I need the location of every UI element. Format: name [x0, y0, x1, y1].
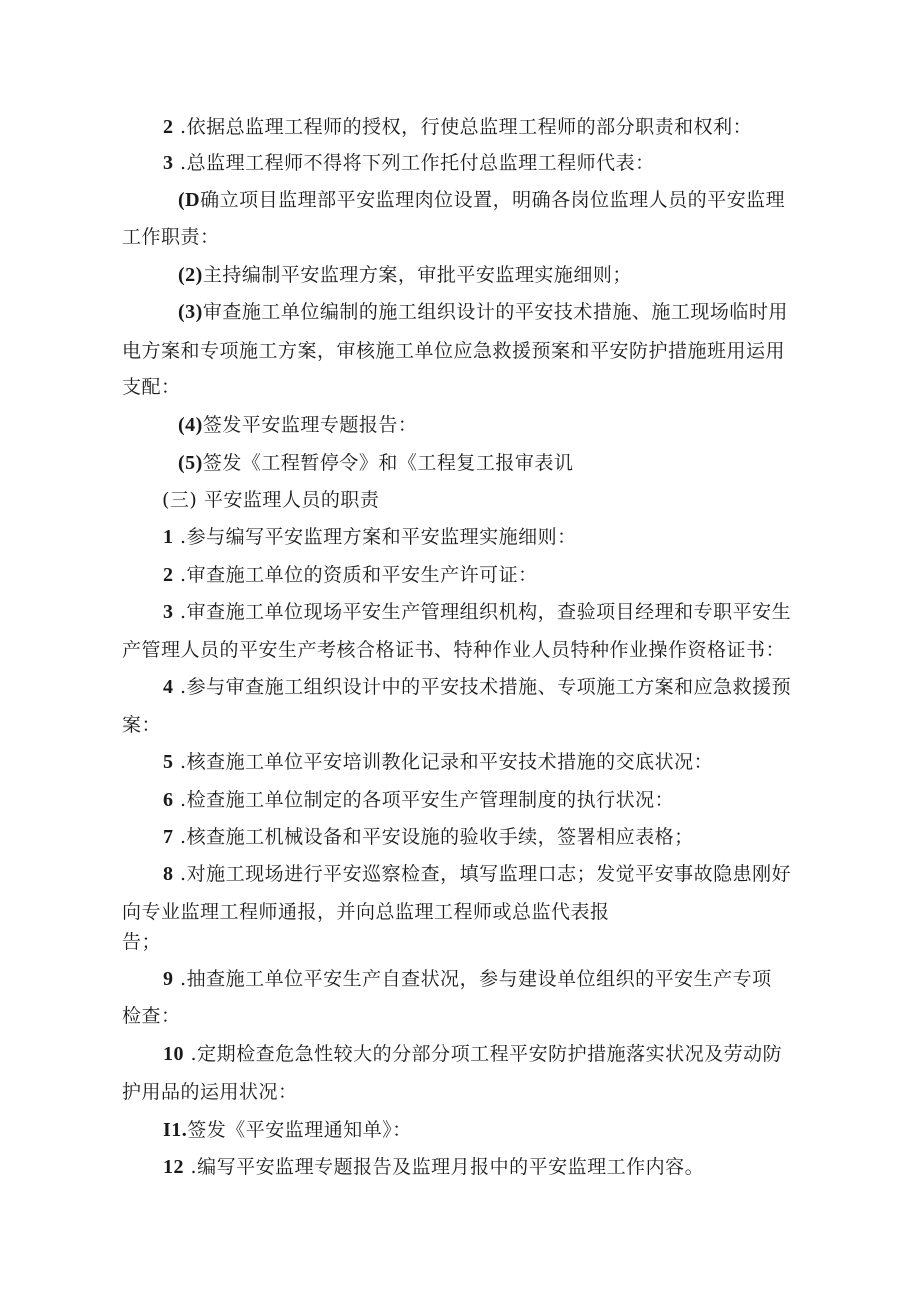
item-number: 1	[163, 526, 174, 548]
item-number: 2	[163, 116, 174, 138]
item-number: 5	[163, 751, 174, 773]
line-text: 签发《平安监理通知单》：	[187, 1119, 412, 1141]
paragraph-line	[163, 1041, 782, 1067]
item-number: 3	[163, 601, 174, 623]
line-text: .参与审查施工组织设计中的平安技术措施、专项施工方案和应急救援预	[173, 676, 792, 698]
line-text: 电方案和专项施工方案，审核施工单位应急救援预案和平安防护措施班用运用	[122, 340, 786, 362]
item-number: I1.	[163, 1119, 188, 1141]
paragraph-line	[178, 450, 573, 476]
paragraph-line	[122, 374, 181, 400]
item-number: 12	[163, 1156, 184, 1178]
paragraph-line	[122, 637, 785, 663]
paragraph-line	[122, 899, 610, 925]
item-number: 3	[163, 152, 174, 174]
line-text: .审查施工单位的资质和平安生产许可证：	[173, 564, 538, 586]
item-number: (5)	[178, 452, 203, 474]
line-text: .参与编写平安监理方案和平安监理实施细则：	[173, 526, 577, 548]
line-text: 案：	[122, 714, 162, 736]
paragraph-line	[163, 674, 791, 700]
line-text: 检查：	[122, 1005, 181, 1027]
line-text: .对施工现场进行平安巡察检查，填写监理口志；发觉平安事故隐患刚好	[173, 863, 792, 885]
paragraph-line	[163, 861, 791, 887]
line-text: 审查施工单位编制的施工组织设计的平安技术措施、施工现场临时用	[202, 301, 788, 323]
item-number: 9	[163, 968, 174, 990]
paragraph-line	[163, 787, 674, 813]
paragraph-line	[163, 150, 655, 176]
paragraph-line	[178, 262, 632, 288]
item-number: (4)	[178, 414, 203, 436]
paragraph-line	[163, 114, 752, 140]
paragraph-line	[122, 929, 161, 955]
line-text: 向专业监理工程师通报，并向总监理工程师或总监代表报	[122, 901, 610, 923]
line-text: 告；	[122, 931, 162, 953]
paragraph-line	[178, 412, 417, 438]
line-text: .核查施工机械设备和平安设施的验收手续，签署相应表格；	[173, 826, 694, 848]
paragraph-line	[163, 524, 577, 550]
paragraph-line	[163, 1117, 412, 1143]
line-text: .抽查施工单位平安生产自查状况，参与建设单位组织的平安生产专项	[173, 968, 772, 990]
item-number: (3)	[178, 301, 203, 323]
line-text: 工作职责：	[122, 226, 220, 248]
item-number: 10	[163, 1043, 184, 1065]
line-text: .检查施工单位制定的各项平安生产管理制度的执行状况：	[173, 789, 675, 811]
line-text: .依据总监理工程师的授权，行使总监理工程师的部分职责和权利：	[173, 116, 753, 138]
paragraph-line	[122, 224, 220, 250]
paragraph-line	[163, 599, 791, 625]
line-text: 签发《工程暂停令》和《工程复工报审表讥	[202, 452, 574, 474]
paragraph-line	[163, 966, 772, 992]
line-text: .定期检查危急性较大的分部分项工程平安防护措施落实状况及劳动防	[184, 1043, 783, 1065]
paragraph-line	[178, 187, 785, 213]
paragraph-line	[178, 299, 788, 325]
line-text: 护用品的运用状况：	[122, 1081, 298, 1103]
line-text: 产管理人员的平安生产考核合格证书、特种作业人员特种作业操作资格证书：	[122, 639, 786, 661]
section-heading	[162, 487, 379, 513]
line-text: .审查施工单位现场平安生产管理组织机构，查验项目经理和专职平安生	[173, 601, 792, 623]
line-text: (三) 平安监理人员的职责	[162, 489, 380, 511]
line-text: .编写平安监理专题报告及监理月报中的平安监理工作内容。	[184, 1156, 705, 1178]
paragraph-line	[163, 1154, 704, 1180]
item-number: 4	[163, 676, 174, 698]
paragraph-line	[122, 712, 161, 738]
paragraph-line	[122, 338, 785, 364]
line-text: 签发平安监理专题报告：	[202, 414, 418, 436]
line-text: 主持编制平安监理方案，审批平安监理实施细则；	[202, 264, 632, 286]
paragraph-line	[163, 562, 538, 588]
line-text: .总监理工程师不得将下列工作托付总监理工程师代表：	[173, 152, 655, 174]
paragraph-line	[122, 1003, 181, 1029]
item-number: (D	[178, 189, 201, 211]
item-number: 7	[163, 826, 174, 848]
item-number: 6	[163, 789, 174, 811]
line-text: .核查施工单位平安培训教化记录和平安技术措施的交底状况：	[173, 751, 714, 773]
line-text: 确立项目监理部平安监理肉位设置，明确各岗位监理人员的平安监理	[200, 189, 786, 211]
item-number: 2	[163, 564, 174, 586]
paragraph-line	[163, 824, 694, 850]
item-number: 8	[163, 863, 174, 885]
line-text: 支配：	[122, 376, 181, 398]
item-number: (2)	[178, 264, 203, 286]
paragraph-line	[122, 1079, 298, 1105]
paragraph-line	[163, 749, 713, 775]
